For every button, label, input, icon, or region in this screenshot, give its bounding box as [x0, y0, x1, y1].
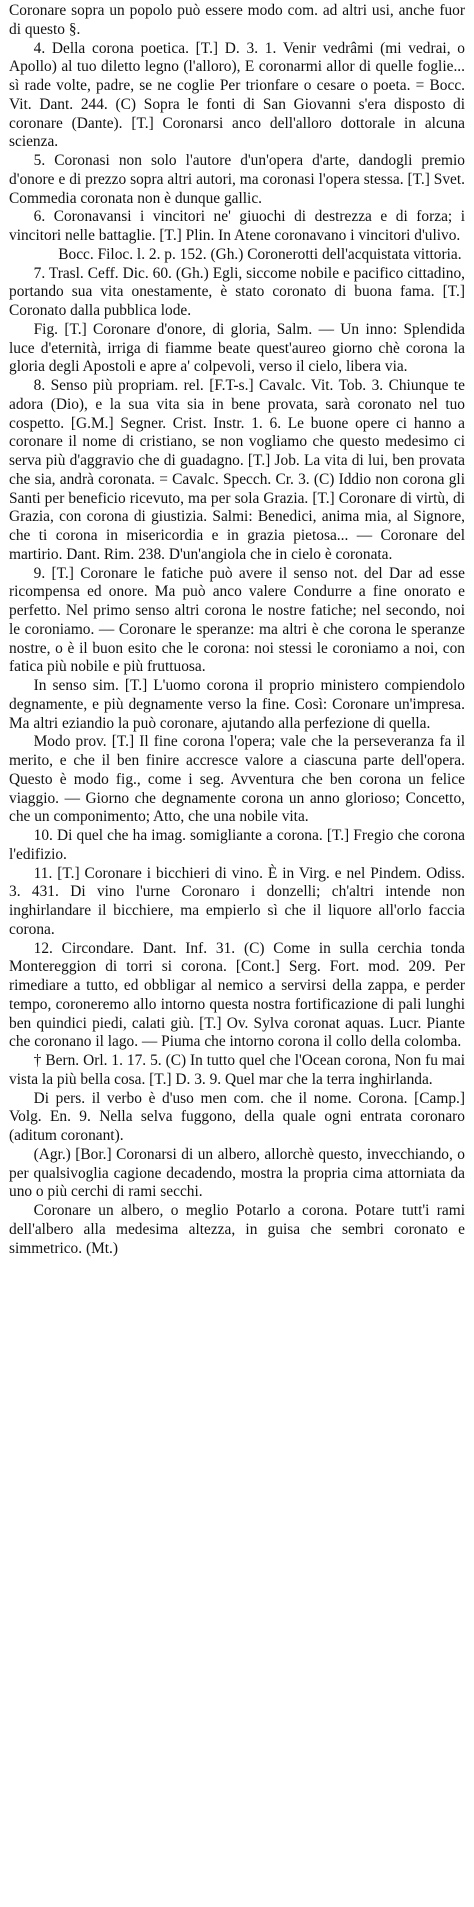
entry-paragraph: 6. Coronavansi i vincitori ne' giuochi di destrezza e di forza; i vincitori nelle battaglie. [T.] Plin. In Atene coronavano i vincitori d'ulivo. [9, 208, 465, 244]
entry-paragraph: Di pers. il verbo è d'uso men com. che il nome. Corona. [Camp.] Volg. En. 9. Nella selva fuggono, della quale ogni entrata coronaro (aditum coronant). [9, 1089, 465, 1144]
entry-paragraph: Coronare un albero, o meglio Potarlo a corona. Potare tutt'i rami dell'albero alla medesima altezza, in guisa che sembri coronato e simmetrico. (Mt.) [9, 1202, 465, 1257]
entry-paragraph: † Bern. Orl. 1. 17. 5. (C) In tutto quel che l'Ocean corona, Non fu mai vista la più bella cosa. [T.] D. 3. 9. Quel mar che la terra inghirlanda. [9, 1052, 465, 1088]
entry-paragraph: (Agr.) [Bor.] Coronarsi di un albero, allorchè questo, invecchiando, o per qualsivoglia cagione decadendo, mostra la propria cima attorniata da uno o più cerchi di rami secchi. [9, 1145, 465, 1201]
entry-paragraph: 7. Trasl. Ceff. Dic. 60. (Gh.) Egli, siccome nobile e pacifico cittadino, portando sua vita onestamente, è stato coronato di buona fama. [T.] Coronato dalla pubblica lode. [9, 264, 465, 319]
entry-paragraph: 5. Coronasi non solo l'autore d'un'opera d'arte, dandogli premio d'onore e di prezzo sopra altri autori, ma coronasi l'opera stessa. [T.] Svet. Commedia coronata non è dunque gallic. [9, 152, 465, 207]
entry-paragraph: 8. Senso più propriam. rel. [F.T-s.] Cavalc. Vit. Tob. 3. Chiunque te adora (Dio), e la sua vita sia in bene provata, sarà coronato nel tuo cospetto. [G.M.] Segner. Crist. Instr. 1. 6. Le buone opere ci hanno a coronare il nome di cristiano, se non vogliamo che questo medesimo ci serva più d'aggravio che di guadagno. [T.] Job. La vita di lui, ben provata che sia, andrà coronata. = Cavalc. Specch. Cr. 3. (C) Iddio non corona gli Santi per beneficio ricevuto, ma per sola Grazia. [T.] Coronare di virtù, di Grazia, con corona di giustizia. Salmi: Benedici, anima mia, al Signore, che ti corona in misericordia e in grazia pietosa... — Coronare del martirio. Dant. Rim. 238. D'un'angiola che in cielo è coronata. [9, 377, 465, 563]
entry-paragraph: Coronare sopra un popolo può essere modo com. ad altri usi, anche fuor di questo §. [9, 2, 465, 38]
entry-paragraph: In senso sim. [T.] L'uomo corona il proprio ministero compiendolo degnamente, e più degnamente verso la fine. Così: Coronare un'impresa. Ma altri eziandio la può coronare, ajutando alla perfezione di quella. [9, 677, 465, 732]
entry-paragraph: 4. Della corona poetica. [T.] D. 3. 1. Venir vedrâmi (mi vedrai, o Apollo) al tuo diletto legno (l'alloro), E coronarmi allor di quelle foglie... sì rade volte, padre, se ne coglie Per trionfare o cesare o poeta. = Bocc. Vit. Dant. 244. (C) Sopra le fonti di San Giovanni s'era disposto di coronare (Dante). [T.] Coronarsi anco dell'alloro dottorale in alcuna scienza. [9, 39, 465, 151]
entry-paragraph: Fig. [T.] Coronare d'onore, di gloria, Salm. — Un inno: Splendida luce d'eternità, irriga di fiamme beate quest'aureo giorno chè corona la gloria degli Apostoli e apre a' colpevoli, verso il cielo, libera via. [9, 320, 465, 376]
entry-paragraph: 9. [T.] Coronare le fatiche può avere il senso not. del Dar ad esse ricompensa ed onore. Ma può anco valere Condurre a fine onorato e perfetto. Nel primo senso altri corona le nostre fatiche; nel secondo, noi le coroniamo. — Coronare le speranze: ma altri è che corona le speranze nostre, o è il buon esito che le corona: noi stessi le coroniamo a noi, con fatica più nobile e più fruttuosa. [9, 564, 465, 676]
entry-paragraph: Bocc. Filoc. l. 2. p. 152. (Gh.) Coronerotti dell'acquistata vittoria. [58, 245, 462, 263]
entry-paragraph: Modo prov. [T.] Il fine corona l'opera; vale che la perseveranza fa il merito, e che il ben finire accresce valore a ciascuna parte dell'opera. Questo è modo fig., come i seg. Avventura che ben corona un felice viaggio. — Giorno che degnamente corona un anno glorioso; Concetto, che un componimento; Atto, che una nobile vita. [9, 733, 465, 826]
entry-paragraph: 10. Di quel che ha imag. somigliante a corona. [T.] Fregio che corona l'edifizio. [9, 827, 465, 863]
entry-paragraph: 11. [T.] Coronare i bicchieri di vino. È in Virg. e nel Pindem. Odiss. 3. 431. Di vino l'urne Coronaro i donzelli; ch'altri intende non inghirlandare il bicchiere, ma empierlo sì che il liquore all'orlo faccia corona. [9, 864, 465, 938]
entry-paragraph: 12. Circondare. Dant. Inf. 31. (C) Come in sulla cerchia tonda Montereggion di torri si corona. [Cont.] Serg. Fort. mod. 209. Per rimediare a tutto, ed obbligar al nemico a servirsi della zappa, e perder tempo, coroneremo allo intorno questa nostra fortificazione di pali lunghi ben quindici piedi, calati giù. [T.] Ov. Sylva coronat aquas. Lucr. Piante che coronano il lago. — Piuma che intorno corona il collo della colomba. [9, 939, 465, 1051]
